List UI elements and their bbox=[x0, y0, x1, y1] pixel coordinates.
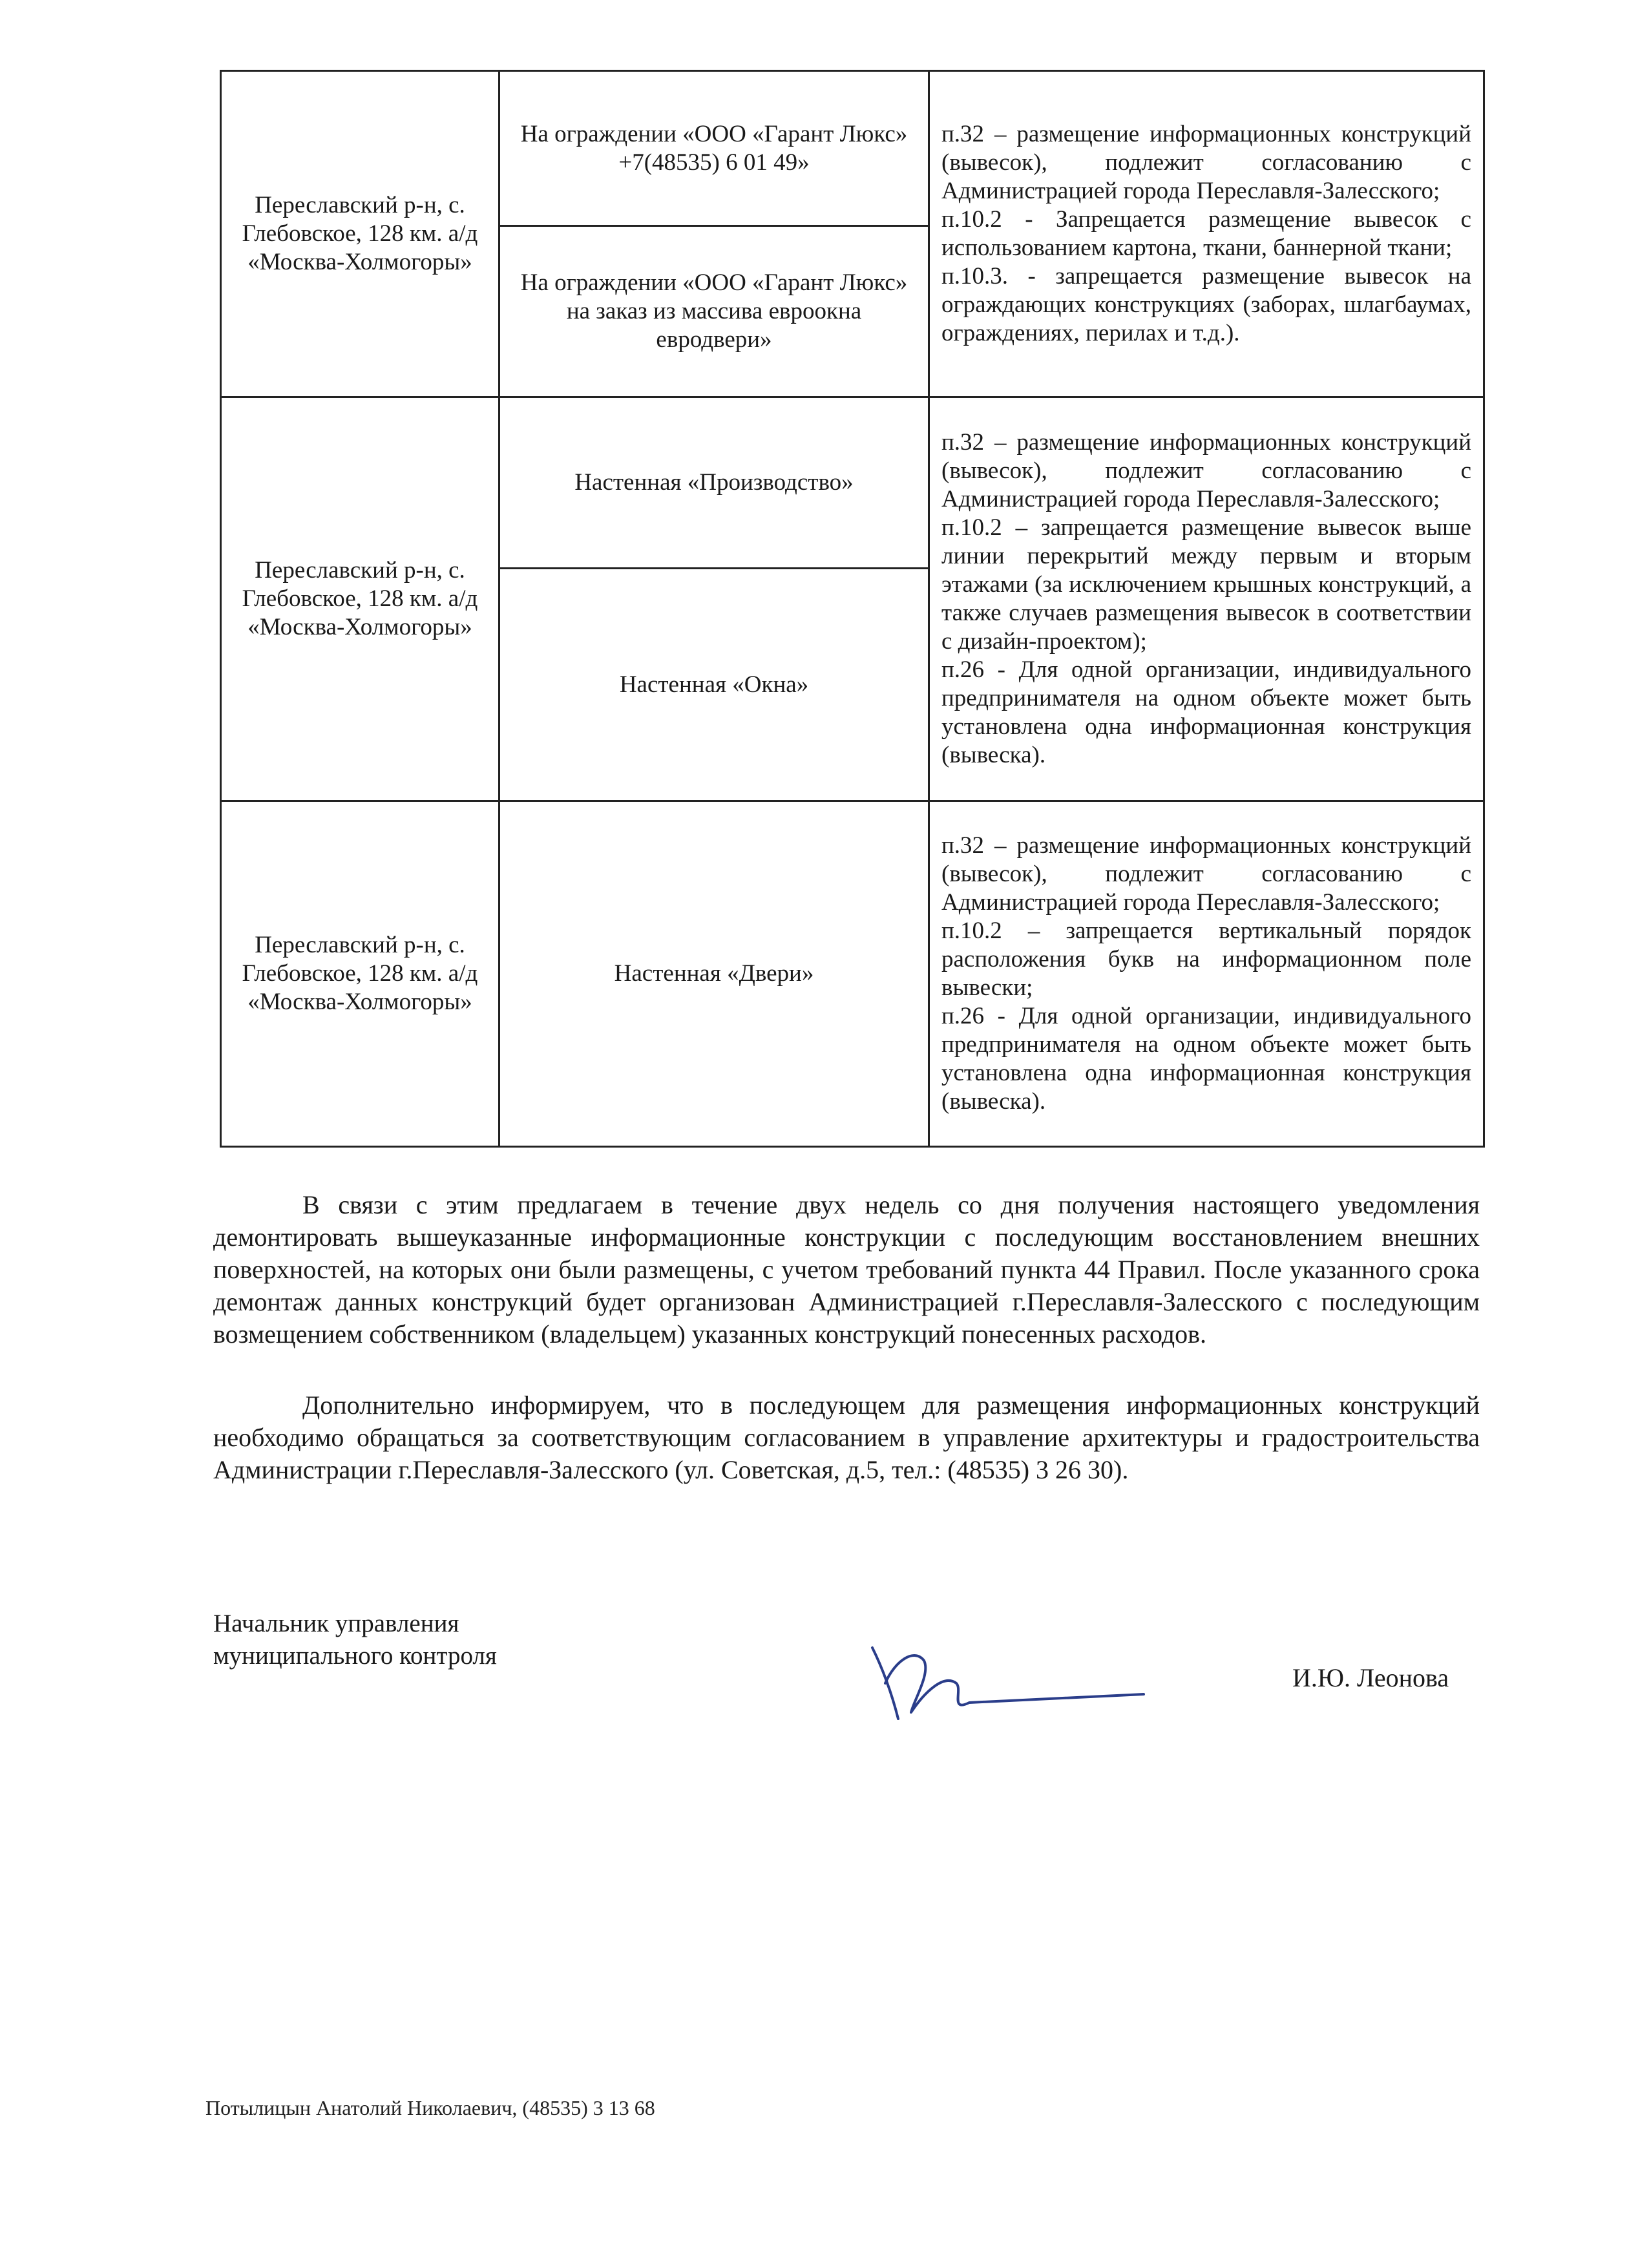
handwritten-signature bbox=[853, 1622, 1150, 1732]
signatory-name: И.Ю. Леонова bbox=[1292, 1663, 1449, 1692]
rule-item: п.32 – размещение информационных конструкций (вывесок), подлежит согласованию с Администрацией города Переславля-Залесского; bbox=[941, 429, 1471, 512]
body-paragraph: Дополнительно информируем, что в последующем для размещения информационных конструкций необходимо обращаться за соответствующим согласованием в управление архитектуры и градостроительства Администрации г.Переславля-Залесского (ул. Советская, д.5, тел.: (48535) 3 26 30). bbox=[213, 1391, 1480, 1484]
body-paragraph: В связи с этим предлагаем в течение двух недель со дня получения настоящего уведомления демонтировать вышеуказанные информационные конструкции с последующим восстановлением внешних поверхностей, на которых они были размещены, с учетом требований пункта 44 Правил. После указанного срока демонтаж данных конструкций будет организован Администрацией г.Переславля-Залесского с последующим возмещением собственником (владельцем) указанных конструкций понесенных расходов. bbox=[213, 1190, 1480, 1349]
signatory-title bbox=[213, 1608, 497, 1672]
rules-cell bbox=[929, 71, 1484, 397]
sign-type-cell: Настенная «Окна» bbox=[499, 569, 929, 801]
sign-type-cell: На ограждении «ООО «Гарант Люкс» +7(48535) 6 01 49» bbox=[499, 71, 929, 226]
rule-item: п.26 - Для одной организации, индивидуального предпринимателя на одном объекте может быть установлена одна информационная конструкция (вывеска). bbox=[941, 1003, 1471, 1115]
sign-type-cell: Настенная «Двери» bbox=[499, 801, 929, 1147]
signatory-title-line: муниципального контроля bbox=[213, 1642, 497, 1670]
address-cell: Переславский р-н, с. Глебовское, 128 км. а/д «Москва-Холмогоры» bbox=[221, 801, 499, 1147]
rule-item: п.26 - Для одной организации, индивидуального предпринимателя на одном объекте может быть установлена одна информационная конструкция (вывеска). bbox=[941, 656, 1471, 768]
table-row bbox=[221, 397, 1484, 569]
rule-item: п.32 – размещение информационных конструкций (вывесок), подлежит согласованию с Администрацией города Переславля-Залесского; bbox=[941, 832, 1471, 916]
sign-type-cell: Настенная «Производство» bbox=[499, 397, 929, 569]
signatory-title-line: Начальник управления bbox=[213, 1610, 459, 1637]
rule-item: п.10.2 – запрещается вертикальный порядок расположения букв на информационном поле вывески; bbox=[941, 918, 1471, 1001]
executor-contact: Потылицын Анатолий Николаевич, (48535) 3 13 68 bbox=[205, 2096, 655, 2119]
sign-type-cell: На ограждении «ООО «Гарант Люкс» на заказ из массива евроокна евродвери» bbox=[499, 226, 929, 397]
table-row bbox=[221, 71, 1484, 226]
rule-item: п.10.2 - Запрещается размещение вывесок с использованием картона, ткани, баннерной ткани; bbox=[941, 206, 1471, 261]
rule-item: п.10.3. - запрещается размещение вывесок на ограждающих конструкциях (заборах, шлагбаумах, ограждениях, перилах и т.д.). bbox=[941, 263, 1471, 346]
rules-cell bbox=[929, 397, 1484, 801]
address-cell: Переславский р-н, с. Глебовское, 128 км. а/д «Москва-Холмогоры» bbox=[221, 397, 499, 801]
rule-item: п.32 – размещение информационных конструкций (вывесок), подлежит согласованию с Администрацией города Переславля-Залесского; bbox=[941, 121, 1471, 204]
violations-table bbox=[220, 70, 1485, 1148]
rules-cell bbox=[929, 801, 1484, 1147]
table-row bbox=[221, 801, 1484, 1147]
rule-item: п.10.2 – запрещается размещение вывесок выше линии перекрытий между первым и вторым этажами (за исключением крышных конструкций, а также случаев размещения вывесок в соответствии с дизайн-проектом); bbox=[941, 514, 1471, 655]
address-cell: Переславский р-н, с. Глебовское, 128 км. а/д «Москва-Холмогоры» bbox=[221, 71, 499, 397]
